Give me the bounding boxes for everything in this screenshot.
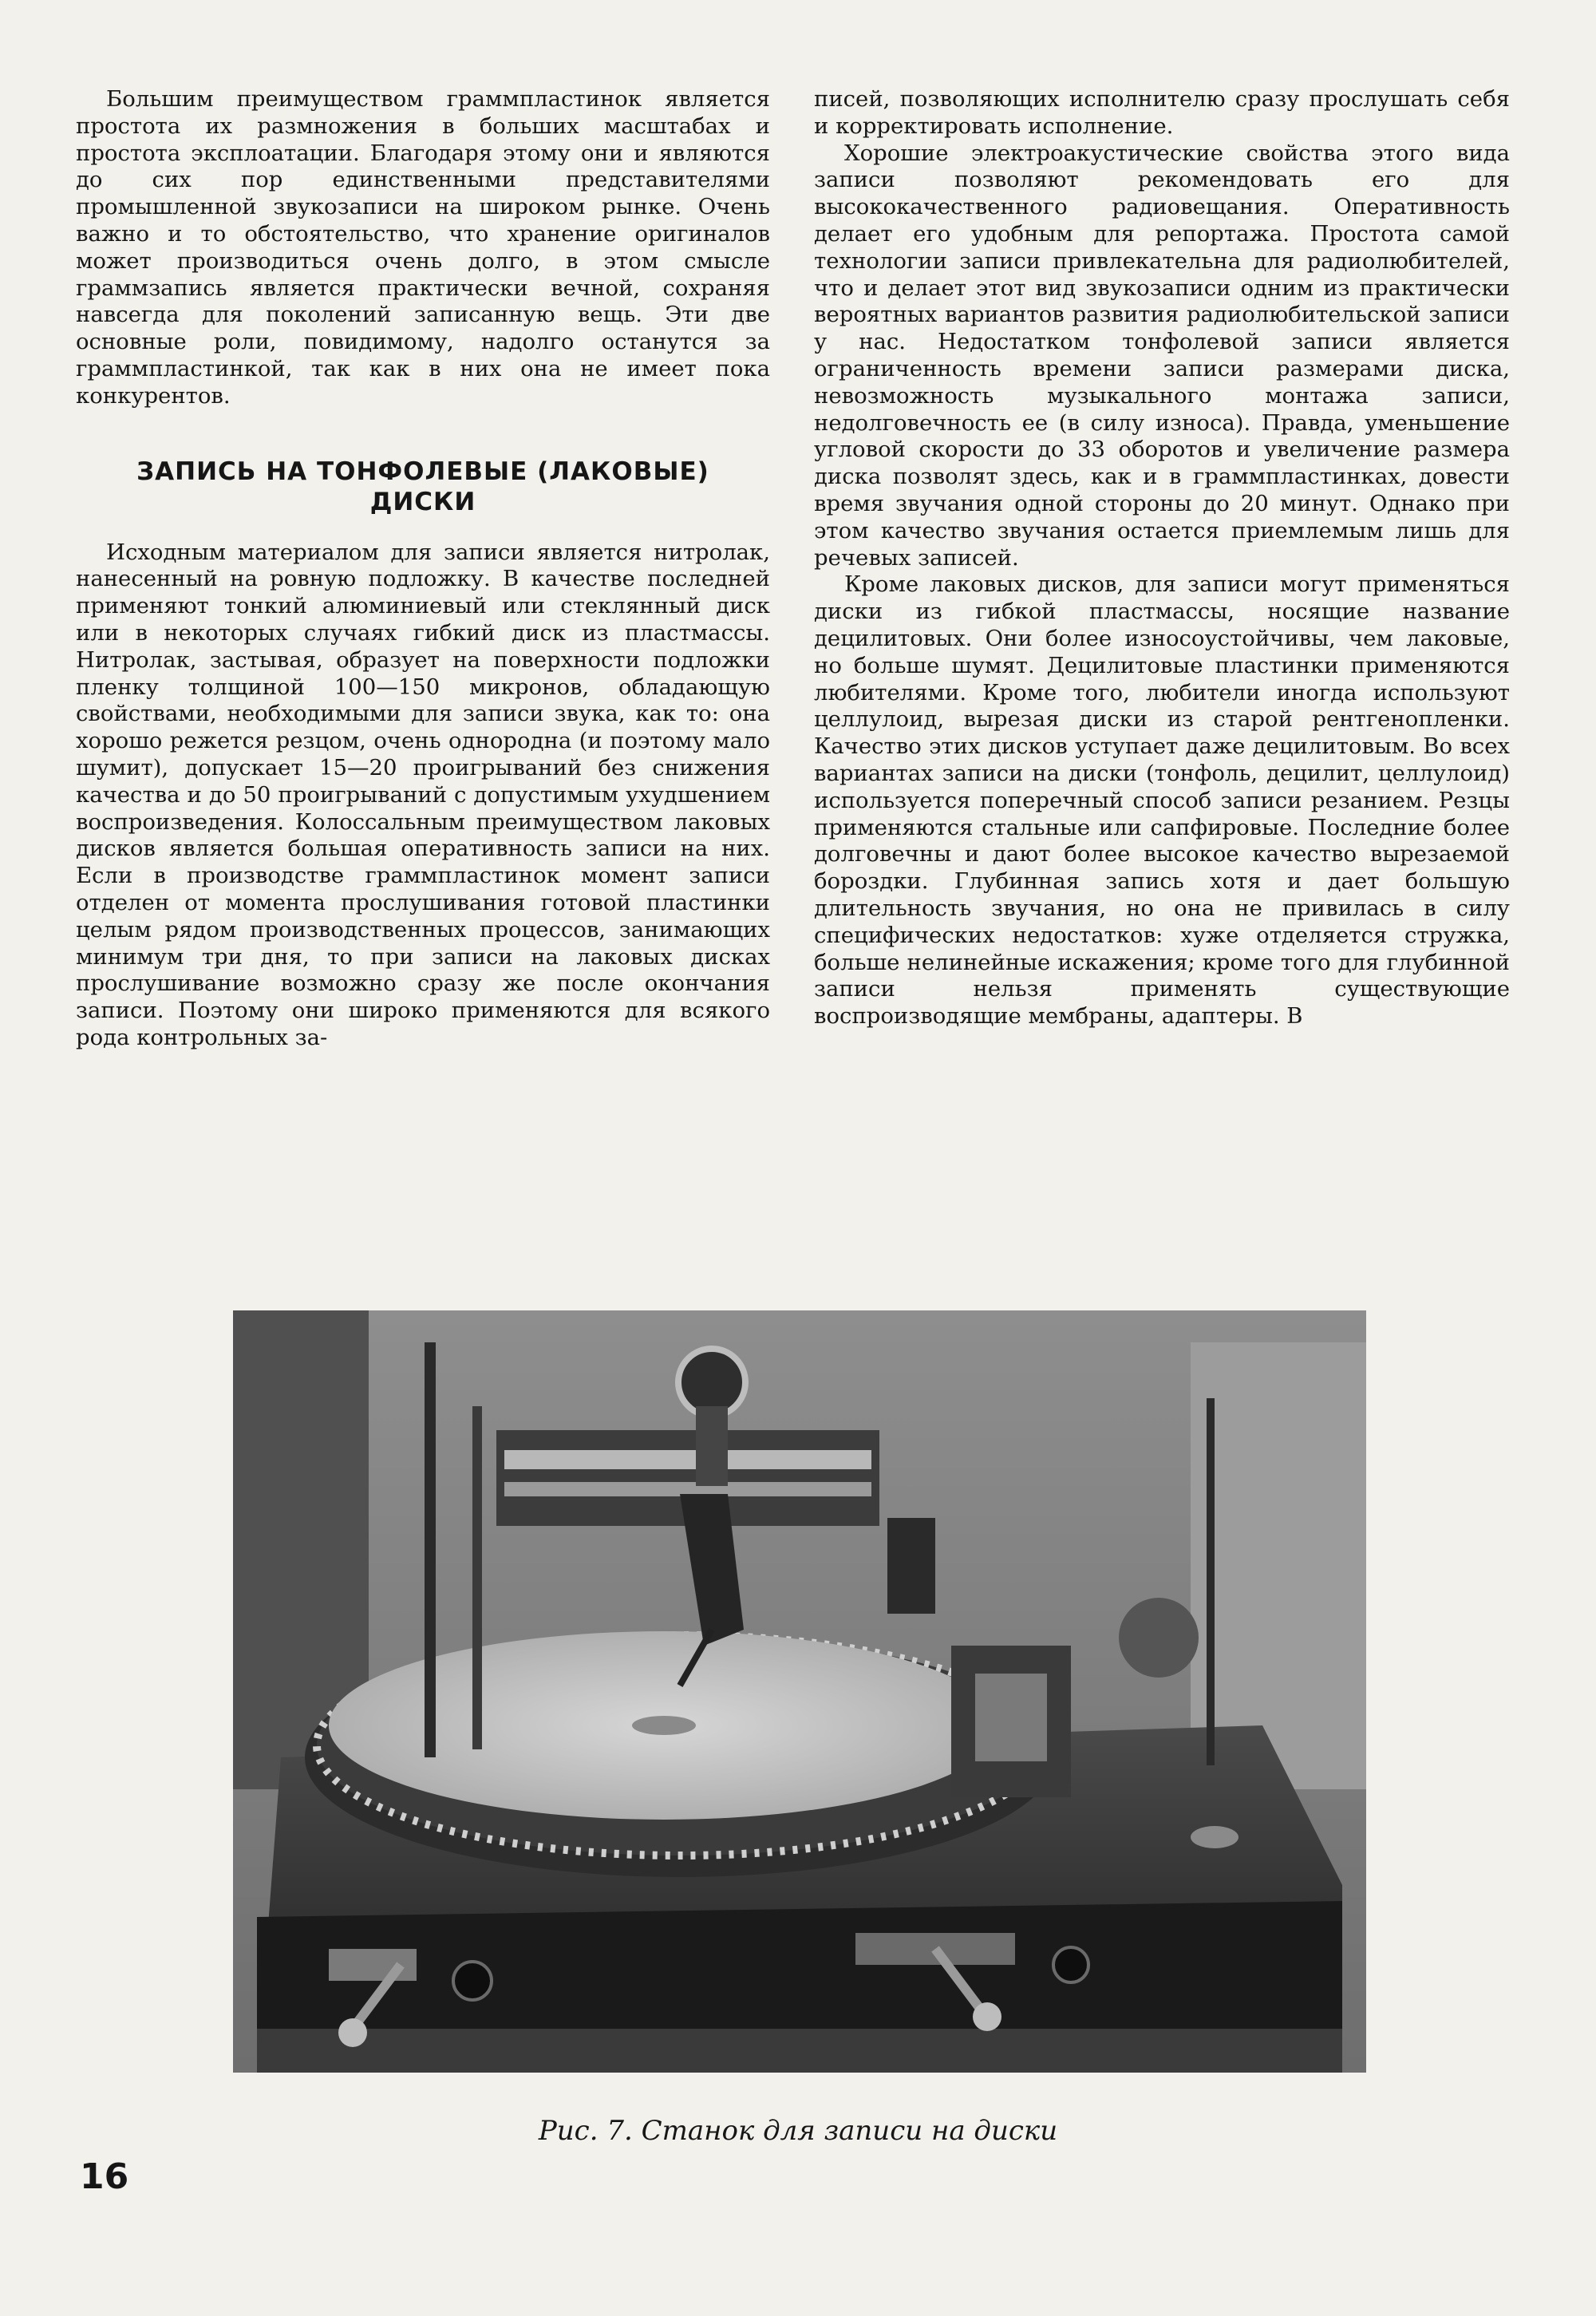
- intro-paragraph: Большим преимуществом граммпластинок является простота их размножения в больших масштабах и простота эксплоатации. Благодаря этому они и являются до сих пор единственными представителями промышленной звукозаписи на широком рынке. Очень важно и то обстоятельство, что хранение оригиналов может производиться очень долго, в этом смысле граммзапись является практически вечной, сохраняя навсегда для поколений записанную вещь. Эти две основные роли, повидимому, надолго останутся за граммпластинкой, так как в них она не имеет пока конкурентов.: [76, 86, 770, 409]
- section-heading: [76, 456, 770, 517]
- section-heading-line1: ЗАПИСЬ НА ТОНФОЛЕВЫЕ (ЛАКОВЫЕ): [136, 456, 709, 486]
- paragraph-3: Кроме лаковых дисков, для записи могут применяться диски из гибкой пластмассы, носящие название децилитовых. Они более износоустойчивы, чем лаковые, но больше шумят. Децилитовые пластинки применяются любителями. Кроме того, любители иногда используют целлулоид, вырезая диски из старой рентгенопленки. Качество этих дисков уступает даже децилитовым. Во всех вариантах записи на диски (тонфоль, децилит, целлулоид) используется поперечный способ записи резанием. Резцы применяются стальные или сапфировые. Последние более долговечны и дают более высокое качество вырезаемой бороздки. Глубинная запись хотя и дает большую длительность звучания, но она не привилась в силу специфических недостатков: хуже отделяется стружка, больше нелинейные искажения; кроме того для глубинной записи нельзя применять существующие воспроизводящие мембраны, адаптеры. В: [814, 571, 1510, 1030]
- figure-photo: [233, 1310, 1366, 2073]
- disc-recording-lathe-photo-icon: [233, 1310, 1366, 2073]
- section-paragraph: Исходным материалом для записи является нитролак, нанесенный на ровную подложку. В качестве последней применяют тонкий алюминиевый или стеклянный диск или в некоторых случаях гибкий диск из пластмассы. Нитролак, застывая, образует на поверхности подложки пленку толщиной 100—150 микронов, обладающую свойствами, необходимыми для записи звука, как то: она хорошо режется резцом, очень однородна (и поэтому мало шумит), допускает 15—20 проигрываний без снижения качества и до 50 проигрываний с допустимым ухудшением воспроизведения. Колоссальным преимуществом лаковых дисков является большая оперативность записи на них. Если в производстве граммпластинок момент записи отделен от момента прослушивания готовой пластинки целым рядом производственных процессов, занимающих минимум три дня, то при записи на лаковых дисках прослушивание возможно сразу же после окончания записи. Поэтому они широко применяются для всякого рода контрольных за-: [76, 539, 770, 1050]
- figure-caption: Рис. 7. Станок для записи на диски: [538, 2115, 1058, 2147]
- section-heading-line2: ДИСКИ: [369, 487, 476, 516]
- page-number: 16: [80, 2156, 129, 2197]
- paragraph-2: Хорошие электроакустические свойства этого вида записи позволяют рекомендовать его для высококачественного радиовещания. Оперативность делает его удобным для репортажа. Простота самой технологии записи привлекательна для радиолюбителей, что и делает этот вид звукозаписи одним из практически вероятных вариантов развития радиолюбительской записи у нас. Недостатком тонфолевой записи является ограниченность времени записи размерами диска, невозможность музыкального монтажа записи, недолговечность ее (в силу износа). Правда, уменьшение угловой скорости до 33 оборотов и увеличение размера диска позволят здесь, как и в граммпластинках, довести время звучания одной стороны до 20 минут. Однако при этом качество звучания остается приемлемым лишь для речевых записей.: [814, 140, 1510, 571]
- right-column: [814, 86, 1510, 1030]
- left-column: [76, 86, 770, 1052]
- continuation-paragraph: писей, позволяющих исполнителю сразу прослушать себя и корректировать исполнение.: [814, 86, 1510, 139]
